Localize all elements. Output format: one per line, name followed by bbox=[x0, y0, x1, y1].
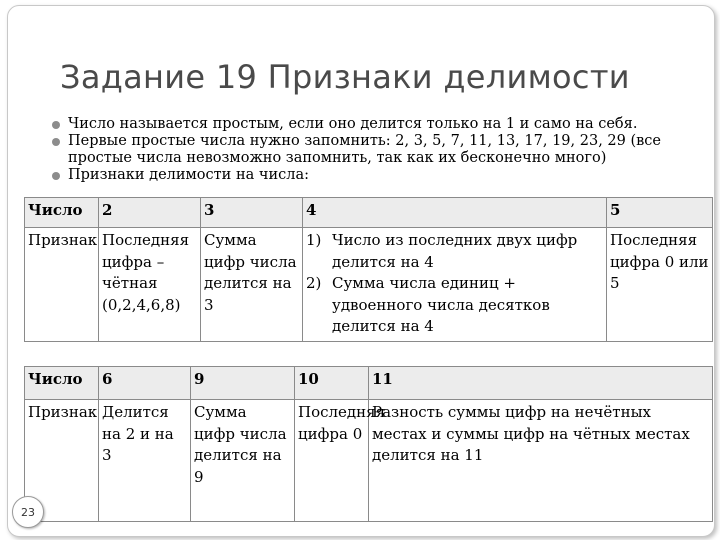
table-header-row bbox=[25, 198, 713, 228]
header-cell: 9 bbox=[191, 367, 295, 400]
rule-cell-11: Разность суммы цифр на нечётных местах и суммы цифр на чётных местах делится на 11 bbox=[369, 400, 713, 522]
rule-cell-5: Последняя цифра 0 или 5 bbox=[607, 228, 713, 342]
rule-cell-2: Последняя цифра – чётная (0,2,4,6,8) bbox=[99, 228, 201, 342]
table-row bbox=[25, 228, 713, 342]
rule-cell-9: Сумма цифр числа делится на 9 bbox=[191, 400, 295, 522]
header-cell: Число bbox=[25, 198, 99, 228]
header-cell: 5 bbox=[607, 198, 713, 228]
bullet-list bbox=[50, 116, 710, 184]
rule-cell-3: Сумма цифр числа делится на 3 bbox=[201, 228, 303, 342]
header-cell: 4 bbox=[303, 198, 607, 228]
rule-cell-6: Делится на 2 и на 3 bbox=[99, 400, 191, 522]
page-number-badge: 23 bbox=[12, 496, 44, 528]
bullet-item: Число называется простым, если оно делится только на 1 и само на себя. bbox=[50, 116, 710, 133]
rule-item: 1) Число из последних двух цифр делится на 4 bbox=[306, 231, 578, 271]
header-cell: 2 bbox=[99, 198, 201, 228]
divisibility-table-2 bbox=[24, 366, 713, 522]
bullet-dot-icon bbox=[52, 138, 60, 146]
table-header-row bbox=[25, 367, 713, 400]
bullet-dot-icon bbox=[52, 121, 60, 129]
row-label-cell: Признак bbox=[25, 228, 99, 342]
slide-title: Задание 19 Признаки делимости bbox=[60, 58, 630, 96]
header-cell: 10 bbox=[295, 367, 369, 400]
table-row bbox=[25, 400, 713, 522]
header-cell: Число bbox=[25, 367, 99, 400]
row-label-cell: Признак bbox=[25, 400, 99, 522]
rule-cell-10: Последняя цифра 0 bbox=[295, 400, 369, 522]
header-cell: 3 bbox=[201, 198, 303, 228]
bullet-dot-icon bbox=[52, 172, 60, 180]
bullet-item: Признаки делимости на числа: bbox=[50, 167, 710, 184]
rule-cell-4 bbox=[303, 228, 607, 342]
bullet-item: Первые простые числа нужно запомнить: 2, 3, 5, 7, 11, 13, 17, 19, 23, 29 (все простые числа невозможно запомнить, так как их бесконечно много) bbox=[50, 133, 710, 167]
divisibility-table-1 bbox=[24, 197, 713, 342]
rule-item: 2) Сумма числа единиц + удвоенного числа десятков делится на 4 bbox=[306, 274, 550, 335]
header-cell: 6 bbox=[99, 367, 191, 400]
header-cell: 11 bbox=[369, 367, 713, 400]
